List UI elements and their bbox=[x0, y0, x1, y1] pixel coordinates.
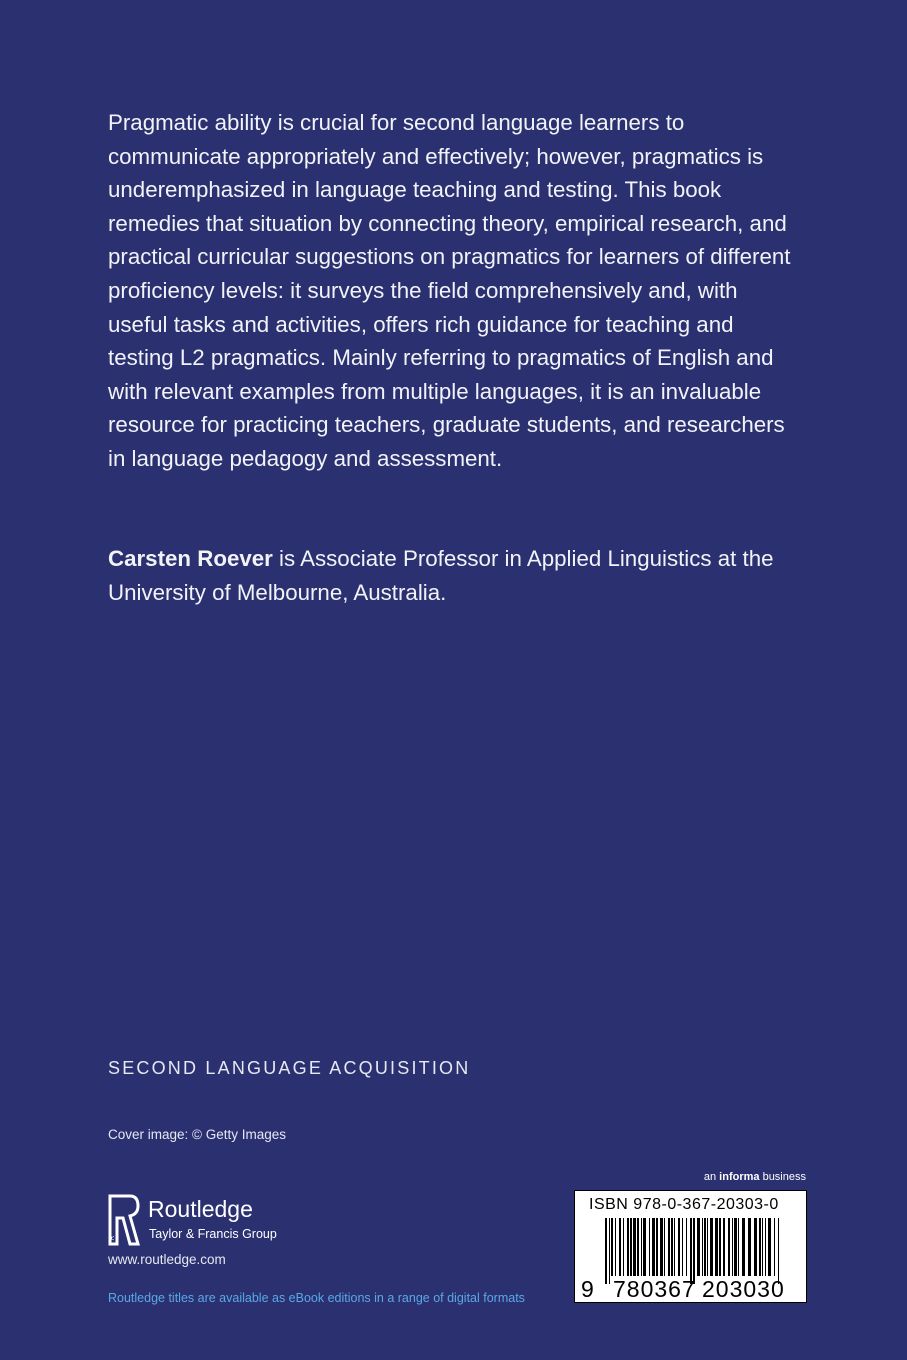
series-name: SECOND LANGUAGE ACQUISITION bbox=[108, 1058, 471, 1078]
author-name: Carsten Roever bbox=[108, 546, 273, 571]
isbn-label: ISBN 978-0-367-20303-0 bbox=[589, 1196, 779, 1213]
barcode-bar bbox=[682, 1218, 683, 1276]
barcode-bar bbox=[742, 1218, 745, 1276]
barcode-bar bbox=[759, 1218, 761, 1276]
barcode-bar bbox=[660, 1218, 663, 1276]
barcode-digits bbox=[575, 1275, 808, 1301]
barcode-bar bbox=[643, 1218, 646, 1276]
author-bio-text: is Associate Professor in Applied Linguistics at the University of Melbourne, Australia. bbox=[108, 546, 774, 605]
barcode-bar bbox=[768, 1218, 771, 1276]
barcode-digits-right: 203030 bbox=[702, 1276, 785, 1301]
barcode-bar bbox=[656, 1218, 658, 1276]
barcode-bar bbox=[732, 1218, 733, 1276]
barcode-bar bbox=[748, 1218, 751, 1276]
barcode-bar bbox=[702, 1218, 703, 1276]
barcode-bar bbox=[664, 1218, 665, 1276]
ebook-note: Routledge titles are available as eBook editions in a range of digital formats bbox=[108, 1291, 525, 1305]
barcode-bar bbox=[674, 1218, 675, 1276]
barcode-bar bbox=[678, 1218, 680, 1276]
barcode-bar bbox=[710, 1218, 713, 1276]
author-bio bbox=[108, 542, 808, 609]
barcode-digit-lead: 9 bbox=[581, 1276, 594, 1301]
barcode-bar bbox=[704, 1218, 706, 1276]
publisher-logo bbox=[108, 1194, 308, 1248]
barcode-bar bbox=[762, 1218, 763, 1276]
barcode-bar bbox=[619, 1218, 621, 1276]
barcode-bar bbox=[719, 1218, 721, 1276]
barcode-bar bbox=[715, 1218, 718, 1276]
cover-image-credit: Cover image: © Getty Images bbox=[108, 1127, 287, 1142]
informa-suffix: business bbox=[759, 1171, 806, 1183]
barcode-bar bbox=[671, 1218, 673, 1276]
barcode-bar bbox=[611, 1218, 613, 1276]
barcode-bar bbox=[637, 1218, 639, 1276]
isbn-barcode bbox=[574, 1190, 807, 1303]
barcode-bar bbox=[615, 1218, 616, 1276]
informa-business-label bbox=[704, 1171, 806, 1183]
back-cover-blurb: Pragmatic ability is crucial for second language learners to communicate appropriately and effectively; however, pragmatics is underemphasized in language teaching and testing. This book remedies that situation by connecting theory, empirical research, and practical curricular suggestions on pragmatics for learners of different proficiency levels: it surveys the field comprehensively and, with useful tasks and activities, offers rich guidance for teaching and testing L2 pragmatics. Mainly referring to pragmatics of English and with relevant examples from multiple languages, it is an invaluable resource for practicing teachers, graduate students, and researchers in language pedagogy and assessment. bbox=[108, 110, 791, 471]
barcode-bar bbox=[668, 1218, 670, 1276]
barcode-bar bbox=[623, 1218, 624, 1276]
barcode-bar bbox=[686, 1218, 687, 1276]
barcode-bar bbox=[627, 1218, 629, 1276]
routledge-logo-icon bbox=[108, 1194, 140, 1246]
informa-brand: informa bbox=[719, 1171, 760, 1183]
barcode-bar bbox=[707, 1218, 708, 1276]
publisher-name: Routledge bbox=[148, 1196, 253, 1222]
barcode-bar bbox=[734, 1218, 737, 1276]
publisher-group: Taylor & Francis Group bbox=[149, 1227, 277, 1241]
barcode-bar bbox=[728, 1218, 730, 1276]
barcode-bar bbox=[723, 1218, 725, 1276]
barcode-bar bbox=[633, 1218, 636, 1276]
barcode-bar bbox=[697, 1218, 700, 1276]
barcode-digits-left: 780367 bbox=[613, 1276, 696, 1301]
barcode-bar bbox=[754, 1218, 757, 1276]
barcode-bar bbox=[641, 1218, 642, 1276]
barcode-bar bbox=[774, 1218, 775, 1276]
logo-vertical-letter: R bbox=[110, 1235, 116, 1240]
barcode-bar bbox=[765, 1218, 766, 1276]
barcode-bar bbox=[649, 1218, 650, 1276]
barcode-bar bbox=[738, 1218, 739, 1276]
barcode-bar bbox=[630, 1218, 632, 1276]
publisher-website: www.routledge.com bbox=[108, 1252, 226, 1267]
informa-prefix: an bbox=[703, 1171, 720, 1183]
barcode-bar bbox=[652, 1218, 655, 1276]
